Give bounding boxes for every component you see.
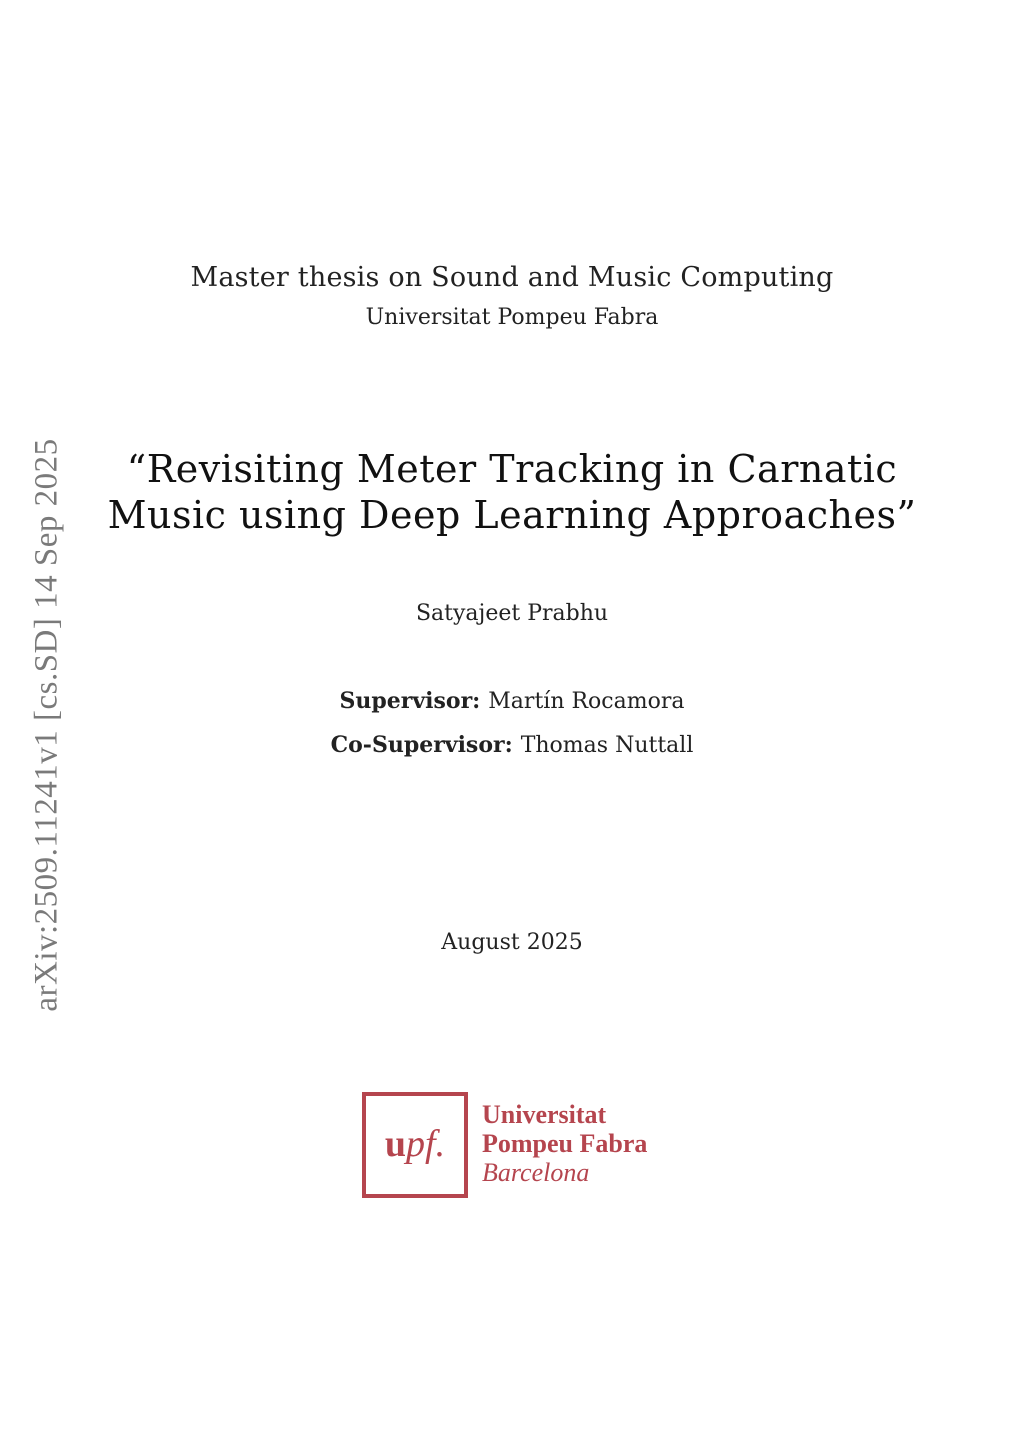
co-supervisor-row (0, 732, 1024, 758)
thesis-type: Master thesis on Sound and Music Computing (190, 262, 834, 293)
supervisor-row (0, 688, 1024, 714)
co-supervisor-name: Thomas Nuttall (520, 733, 694, 758)
supervisor-label: Supervisor: (339, 688, 481, 714)
upf-logo-mark-text: upf. (384, 1123, 446, 1165)
logo-line-universitat: Universitat (482, 1100, 607, 1129)
logo-line-barcelona: Barcelona (482, 1158, 590, 1187)
supervisor-name: Martín Rocamora (488, 689, 685, 714)
upf-logo-wordmark (482, 1100, 647, 1187)
university-name: Universitat Pompeu Fabra (365, 305, 659, 330)
co-supervisor-label: Co-Supervisor: (330, 732, 513, 758)
thesis-title-line-1: “Revisiting Meter Tracking in Carnatic (126, 447, 898, 491)
submission-date: August 2025 (441, 930, 583, 955)
author-name: Satyajeet Prabhu (415, 601, 609, 626)
arxiv-stamp[interactable]: arXiv:2509.11241v1 [cs.SD] 14 Sep 2025 (28, 438, 65, 1012)
upf-logo-mark (362, 1092, 468, 1198)
thesis-title-line-2: Music using Deep Learning Approaches” (107, 493, 917, 537)
thesis-title (0, 446, 1024, 538)
logo-line-pompeu-fabra: Pompeu Fabra (482, 1129, 648, 1158)
upf-logo (362, 1092, 672, 1198)
